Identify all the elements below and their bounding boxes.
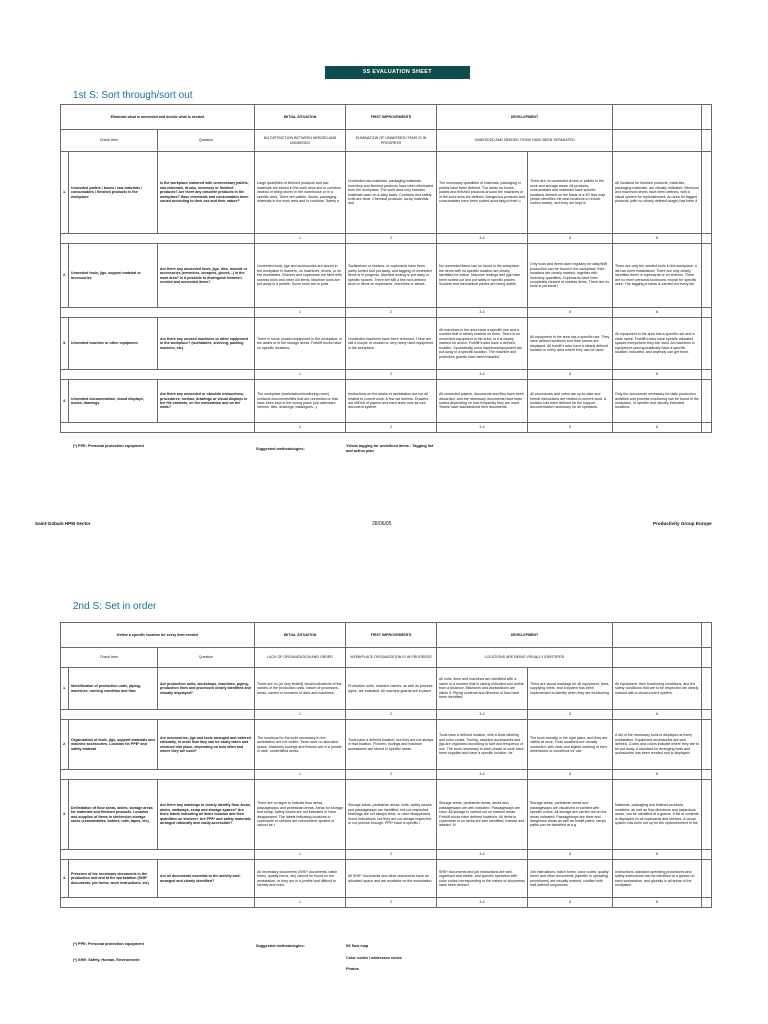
- row-number: 4.: [61, 860, 69, 898]
- footer-left: Saint-Gobain HPM Sector: [35, 521, 91, 526]
- level-5-text: The tools actually in the right place, and they are visible at once. Tools locations are visually controlled, with clear and legible marking of their dimensions or conditions for use.: [528, 720, 613, 770]
- table-row: [61, 380, 712, 423]
- score-label: 1: [255, 770, 346, 780]
- table-row: [61, 152, 712, 234]
- score-label: 2: [346, 370, 437, 380]
- check-item: Presence of the necessary documents in the production unit and at the workstation (SHE* documents, job forms, work instructions, etc): [69, 860, 158, 898]
- methodology-color-codes: Color codes / addresses codes: [346, 956, 402, 960]
- level-6-text: Instructions, standard operating procedures and safety instructions can be identified at a glance on each workstation, and globally in all areas of the workplace.: [613, 860, 702, 898]
- row-number: 2.: [61, 720, 69, 770]
- score-label: 2: [346, 710, 437, 720]
- score-row: [61, 370, 712, 380]
- score-label: 3-4: [437, 234, 528, 244]
- table-row: [61, 780, 712, 850]
- level-5-text: Job instructions, batch forms, color codes, quality forms and other documents (specific to operating procedures) are visually marked, codified with well-defined sequences.: [528, 860, 613, 898]
- check-item-header: Check Item: [61, 130, 158, 152]
- header-first-improvements: FIRST IMPROVEMENTS: [346, 623, 437, 648]
- level-5-text: There are no unneeded drums or pallets in the work and storage areas. All products, consumables and materials have specific locations defined on the basis of a 5S flow map (which identifies the best locations to reduce motion waste), and they are kept in: [528, 152, 613, 234]
- methodology-flow-map: 5S flow map: [346, 944, 369, 948]
- header-first-improvements: FIRST IMPROVEMENTS: [346, 105, 437, 130]
- level-5-text: Only tools and items used regularly for daily/shift production can be found in the workplace: their locations are clearly marked, together with inventory quantities. Cupboards have been completely cleared of useless items. There are no tools in personal l: [528, 244, 613, 308]
- question: Are all documents essential to the activity well-arranged and clearly identified?: [158, 860, 255, 898]
- score-label: 6: [613, 234, 702, 244]
- level-5-text: All procedures and notes are up-to-date and formal instructions are related to current work. A location has been defined for the support documentation necessary for all operators.: [528, 380, 613, 423]
- score-row: [61, 770, 712, 780]
- level-3-4-text: All unneeded papers, documents and files have been discarded, and the necessary documents have been sorted depending on how frequently they are used. Teams have standardized their documents.: [437, 380, 528, 423]
- section-1-goal: Eliminate what is unneeded and decide what is needed: [61, 105, 255, 130]
- row-number: 1.: [61, 668, 69, 710]
- score-row: [61, 234, 712, 244]
- table-row: [61, 720, 712, 770]
- check-item: Organization of tools, jigs, support materials and machine accessories. Location for PPE* and safety material: [69, 720, 158, 770]
- check-item: Unneeded machine or other equipment: [69, 318, 158, 370]
- score-label: 1: [255, 710, 346, 720]
- ppe-note: (*) PPE: Personal protection equipment: [73, 942, 144, 946]
- score-row: [61, 850, 712, 860]
- score-label: 6: [613, 423, 702, 433]
- score-label: 6: [613, 710, 702, 720]
- level-3-4-text: The necessary quantities of materials, packaging or pallets have been defined. The areas for boxes, pallets and finished products around the machines or in the work area are defined. Dangerous products and consumables have been sorted according to their u: [437, 152, 528, 234]
- table-row: [61, 244, 712, 308]
- level-6-text: Only the documents necessary for daily production activities and process monitoring can be found in the workplace, in specific and visually indicated locations.: [613, 380, 702, 423]
- score-cell[interactable]: [702, 244, 712, 308]
- sheet-banner: 5S EVALUATION SHEET: [325, 66, 470, 79]
- check-item-header: Check Item: [61, 648, 158, 668]
- score-cell[interactable]: [702, 318, 712, 370]
- score-row: [61, 710, 712, 720]
- level-2-text: Tools have a defined location, but they are not always in that location. Fixtures, toolings and machine accessories are stored in specific areas.: [346, 720, 437, 770]
- question: Is the workplace cluttered with unnecessary pallets, raw materials, drums, inventory or finished products? Are there any obsolete products in the workplace? Have chemicals and consumables been sorted according to their use and their nature?: [158, 152, 255, 234]
- score-label: 6: [613, 898, 702, 908]
- level-2-text: Instructions on the desks or workstation are not all related to current work. A few old memos. Drawers are still full of papers and each team runs its own document system.: [346, 380, 437, 423]
- sub-development: UNNEEDED AND NEEDED ITEMS HAVE BEEN SEPARATED: [437, 130, 613, 152]
- score-label: 5: [528, 898, 613, 908]
- level-1-text: Unneeded tools, jigs and accessories are stored in the workplace in drawers, on machines, drums, or on the worktables. Shelves and cupboards are filled with useless tools and other old items. Machine tools are put away in a jumble. Some tools are in poss: [255, 244, 346, 308]
- level-2-text: Toolshelves or shelves, or cupboards have been partly sorted and put away, and tagging of unneeded items is in progress. Machine tooling is put away in specific spaces. There are still a few non-defined tools or items on cupboards, machines or above.: [346, 244, 437, 308]
- question: Are production units, workshops, machines, piping, production lines and processes clearly identified and visually displayed?: [158, 668, 255, 710]
- level-6-text: Materials, packaging and finished products locations, as well as flow directions and hazardous areas, can be identified at a glance. A list of contents is displayed on all cupboards and shelves. A visual system has been set up for the replenishment of the: [613, 780, 702, 850]
- score-cell[interactable]: [702, 780, 712, 850]
- score-label: 1: [255, 370, 346, 380]
- sub-development: LOCATIONS ARE BEING VISUALLY IDENTIFIED: [437, 648, 613, 668]
- score-label: 2: [346, 770, 437, 780]
- level-1-text: There are no (or very limited) visual indications of the names of the production units, nature of processes, areas, names or numbers of lines and machines.: [255, 668, 346, 710]
- score-label: 2: [346, 850, 437, 860]
- methodologies-label: Suggested methodologies:: [256, 944, 305, 948]
- score-cell[interactable]: [702, 668, 712, 710]
- level-1-text: The locations for the tools necessary to the workstation are not visible. Tools have no allocated space. Machines toolings and fixtures are in a jumble in dark, unidentified areas.: [255, 720, 346, 770]
- sub-initial: LACK OF ORGANIZATION AND ORDER: [255, 648, 346, 668]
- section-1-title: 1st S: Sort through/sort out: [73, 90, 193, 101]
- section-2-table: [60, 622, 712, 908]
- score-cell[interactable]: [702, 380, 712, 423]
- score-cell[interactable]: [702, 860, 712, 898]
- sub-first: WORKPLACE ORGANIZATION IS IN PROGRESS: [346, 648, 437, 668]
- score-label: 2: [346, 898, 437, 908]
- level-1-text: There is some unused equipment in the workplace, in the aisles or in the storage areas. Forklift trucks have no specific locations.: [255, 318, 346, 370]
- section-1-table: [60, 104, 712, 433]
- footer-date: 28/06/05: [372, 521, 392, 527]
- score-label: 5: [528, 770, 613, 780]
- level-2-text: All SHE* documents and other documents have an allocated space and are available on the workstation.: [346, 860, 437, 898]
- check-item: Unneeded pallets / boxes / raw materials / consumables / finished products in the workplace: [69, 152, 158, 234]
- level-5-text: All equipment in the area has a specific use. They have defined locations and their names are displayed. All forklift trucks have a clearly defined location in every area where they can be used.: [528, 318, 613, 370]
- check-item: Delimitation of floor areas, aisles, storage areas for materials and finished products. Location and supplies of items in shelves/on storage racks (consumables, bottles, rolls, tapes, etc).: [69, 780, 158, 850]
- level-2-text: Production units, machine names, as well as process types, are indicated. All machine guards are in place.: [346, 668, 437, 710]
- level-2-text: Storage areas, pedestrian areas, exits, safety issues and passageways are identified, but not respected. Markings are not always clear, or have disappeared. Some indications, but they are not always respected or not precise enough. PPE* have a specific l: [346, 780, 437, 850]
- score-cell[interactable]: [702, 152, 712, 234]
- score-label: 3-4: [437, 770, 528, 780]
- methodology-photos: Photos: [346, 967, 359, 971]
- level-5-text: Storage areas, pedestrian areas and passageways are visualized or painted with specific colors. All storage are carried out on the areas indicated. Passageways are clear and dangerous areas as well as forklift paths, ramps paths can be identified at a g: [528, 780, 613, 850]
- score-label: 5: [528, 370, 613, 380]
- score-row: [61, 308, 712, 318]
- question: Are there any markings to clearly identify floor areas, aisles, walkways, scrap and storage spaces? Are there labels indicating all items location and their quantities on shelves? Are PPE* and safety materials arranged rationally and easily-accessible?: [158, 780, 255, 850]
- table-row: [61, 668, 712, 710]
- level-3-4-text: SHE* documents and job instructions are well organized and visible, and specific operators with color codes corresponding to the nature of documents have been defined: [437, 860, 528, 898]
- level-6-text: A list of the necessary tools is displayed at every workstation. Equipment accessories are well-defined. Codes and colors indicate where they are to be put away. A standard for arranging tools and accessories has been created and is displayed.: [613, 720, 702, 770]
- score-label: 3-4: [437, 710, 528, 720]
- she-note: (*) SHE: Safety, Human, Environment: [73, 958, 140, 962]
- question-header: Question: [158, 130, 255, 152]
- score-label: 3-4: [437, 308, 528, 318]
- level-6-text: All equipment, their functioning conditions, and the safety conditions that are to be respected are clearly marked with a visual control system.: [613, 668, 702, 710]
- sub-first: ELIMINATION OF UNNEEDED ITEMS IS IN PROGRESS: [346, 130, 437, 152]
- table-row: [61, 860, 712, 898]
- score-label: 2: [346, 423, 437, 433]
- row-number: 4.: [61, 380, 69, 423]
- score-label: 1: [255, 850, 346, 860]
- table-row: [61, 318, 712, 370]
- question: Are there any unused machines or other equipment in the workplace? (worktables, shelving, packing machine, etc).: [158, 318, 255, 370]
- row-number: 3.: [61, 780, 69, 850]
- score-label: 5: [528, 423, 613, 433]
- header-initial-situation: INITIAL SITUATION: [255, 105, 346, 130]
- score-label: 1: [255, 234, 346, 244]
- score-label: 3-4: [437, 898, 528, 908]
- score-label: 6: [613, 308, 702, 318]
- score-label: 2: [346, 234, 437, 244]
- row-number: 2.: [61, 244, 69, 308]
- level-2-text: Unneeded machines have been removed. There are still a couple of unused or very rarely used equipment in the workplace.: [346, 318, 437, 370]
- score-label: 5: [528, 850, 613, 860]
- section-2-title: 2nd S: Set in order: [73, 601, 157, 612]
- score-label: 2: [346, 308, 437, 318]
- level-1-text: The workplace (workstation/monitoring room) contains documents/files that are unneeded or that have been kept in the wrong place (old calendars, memos, files, drawings, catalogues...): [255, 380, 346, 423]
- score-label: 5: [528, 308, 613, 318]
- score-label: 6: [613, 370, 702, 380]
- score-cell[interactable]: [702, 720, 712, 770]
- level-3-4-text: Tools have a defined location, with a clear labeling and color codes. Tooling, machine accessories and jigs are organized according to size and frequency of use. The tools necessary in each phase of work have been supplied and have a specific location, de: [437, 720, 528, 770]
- score-row: [61, 423, 712, 433]
- section-2-goal: Define a specific location for every item needed: [61, 623, 255, 648]
- score-label: 1: [255, 308, 346, 318]
- level-1-text: Large quantities of finished products and raw materials are stored in the work area and in corridors instead of being stored in the warehouse or in a specific area. There are pallets, drums, packaging materials in the work area and in corridors. Safety e: [255, 152, 346, 234]
- row-number: 1.: [61, 152, 69, 234]
- level-3-4-text: Storage areas, pedestrian areas, aisles and passageways are well indicated. Passageways are clear. All storage is carried out on marked areas. Forklift trucks have defined locations. All items in cupboards or on racks are well identified, marked and labeled. M: [437, 780, 528, 850]
- header-initial-situation: INITIAL SITUATION: [255, 623, 346, 648]
- question: Are there any unneeded tools, jigs, dies, moulds or accessories (wrenches, scrapers, gloves...) in the work area? Is it possible to distinguish between needed and unneeded items?: [158, 244, 255, 308]
- score-label: 1: [255, 423, 346, 433]
- sub-initial: NO DISTINCTION BETWEEN NEEDED AND UNNEEDED: [255, 130, 346, 152]
- level-6-text: All equipment in the area has a specific use and a clear name. Forklift trucks have specific allocated spaces everywhere they are used. All machines or equipment used sporadically have a specific location, indicated, and anybody can get them.: [613, 318, 702, 370]
- level-6-text: All locations for finished products, materials, packaging materials, are visually indicated. Minimum and maximum levels have been defined, with a visual system for replenishment. An area for tagged products (with no clearly defined usage) has been d: [613, 152, 702, 234]
- level-5-text: There are visual markings for all equipment, lines, supplying inlets, and a system has been implemented to identify when they are functioning.: [528, 668, 613, 710]
- header-development: DEVELOPMENT: [437, 105, 613, 130]
- check-item: Identification of production units, piping, machines, running condition and flow: [69, 668, 158, 710]
- question: Are accessories, jigs and tools arranged and ordered rationally, in order that they can be easily taken and returned into place, depending on how often and where they are used?: [158, 720, 255, 770]
- score-label: 5: [528, 710, 613, 720]
- level-1-text: All necessary documents (SHE* documents, batch forms, quality forms, etc) cannot be found on the workstation, or they are in a jumble and difficult to identify and read.: [255, 860, 346, 898]
- score-label: 5: [528, 234, 613, 244]
- level-3-4-text: All machines in the area have a specific use and a number that is clearly marked on them. There is no unneeded equipment in the area, or it is clearly marked for action. Forklift trucks have a defined location. Sporadically used machines/equipment are put away in a specific location. The machine and protection guards have been installed.: [437, 318, 528, 370]
- score-label: 3-4: [437, 850, 528, 860]
- score-label: 3-4: [437, 423, 528, 433]
- score-label: 1: [255, 898, 346, 908]
- header-development: DEVELOPMENT: [437, 623, 613, 648]
- score-row: [61, 898, 712, 908]
- score-label: 6: [613, 770, 702, 780]
- level-3-4-text: No unneeded items can be found in the workplace: the items with no specific location are clearly identified for action. Machine toolings and jigs have been sorted out and put away in specific places. Sockets and mechanical pieces are being stable: [437, 244, 528, 308]
- check-item: Unneeded tools, jigs, support material or accessories: [69, 244, 158, 308]
- level-3-4-text: All units, lines and machines are identified with a name or a number that is clearly indicated and visible from a distance. Machines and workstations are within it. Piping contents and direction of flow have been identified.: [437, 668, 528, 710]
- check-item: Unneeded documentation, visual displays, books, drawings: [69, 380, 158, 423]
- level-6-text: There are only the needed tools in the workplace: a list has been established. There are only clearly identified items in cupboards or on shelves. There are no more personal toolboxes, except for specific uses. The tagging process is carried out every tim: [613, 244, 702, 308]
- level-1-text: There are no signs to indicate floor areas, passageways and pedestrian areas. Areas for storage and scrap, safety issues are not indicated or have disappeared. The labels indicating locations in cupboards or shelves are nonexistent, spoiled or cannot be r: [255, 780, 346, 850]
- ppe-note: (*) PPE: Personal protection equipment: [73, 444, 144, 448]
- question: Are there any unneeded or obsolete instructions, procedures, memos, drawings or visual displays in the file cabinets, on the workstation and on the walls?: [158, 380, 255, 423]
- score-label: 6: [613, 850, 702, 860]
- methodologies-label: Suggested methodologies:: [256, 447, 305, 451]
- methodologies-text: Yellow tagging for undefined items - Tagging list and action plan: [346, 444, 434, 453]
- question-header: Question: [158, 648, 255, 668]
- score-label: 3-4: [437, 370, 528, 380]
- level-2-text: Unneeded raw materials, packaging materials, inventory and finished products have been eliminated from the workplace. The work area only includes materials used on a daily basis. Corridors and safety exits are clear. Chemical products, scrap materials and: [346, 152, 437, 234]
- footer-right: Productivity Group Europe: [653, 521, 712, 526]
- row-number: 3.: [61, 318, 69, 370]
